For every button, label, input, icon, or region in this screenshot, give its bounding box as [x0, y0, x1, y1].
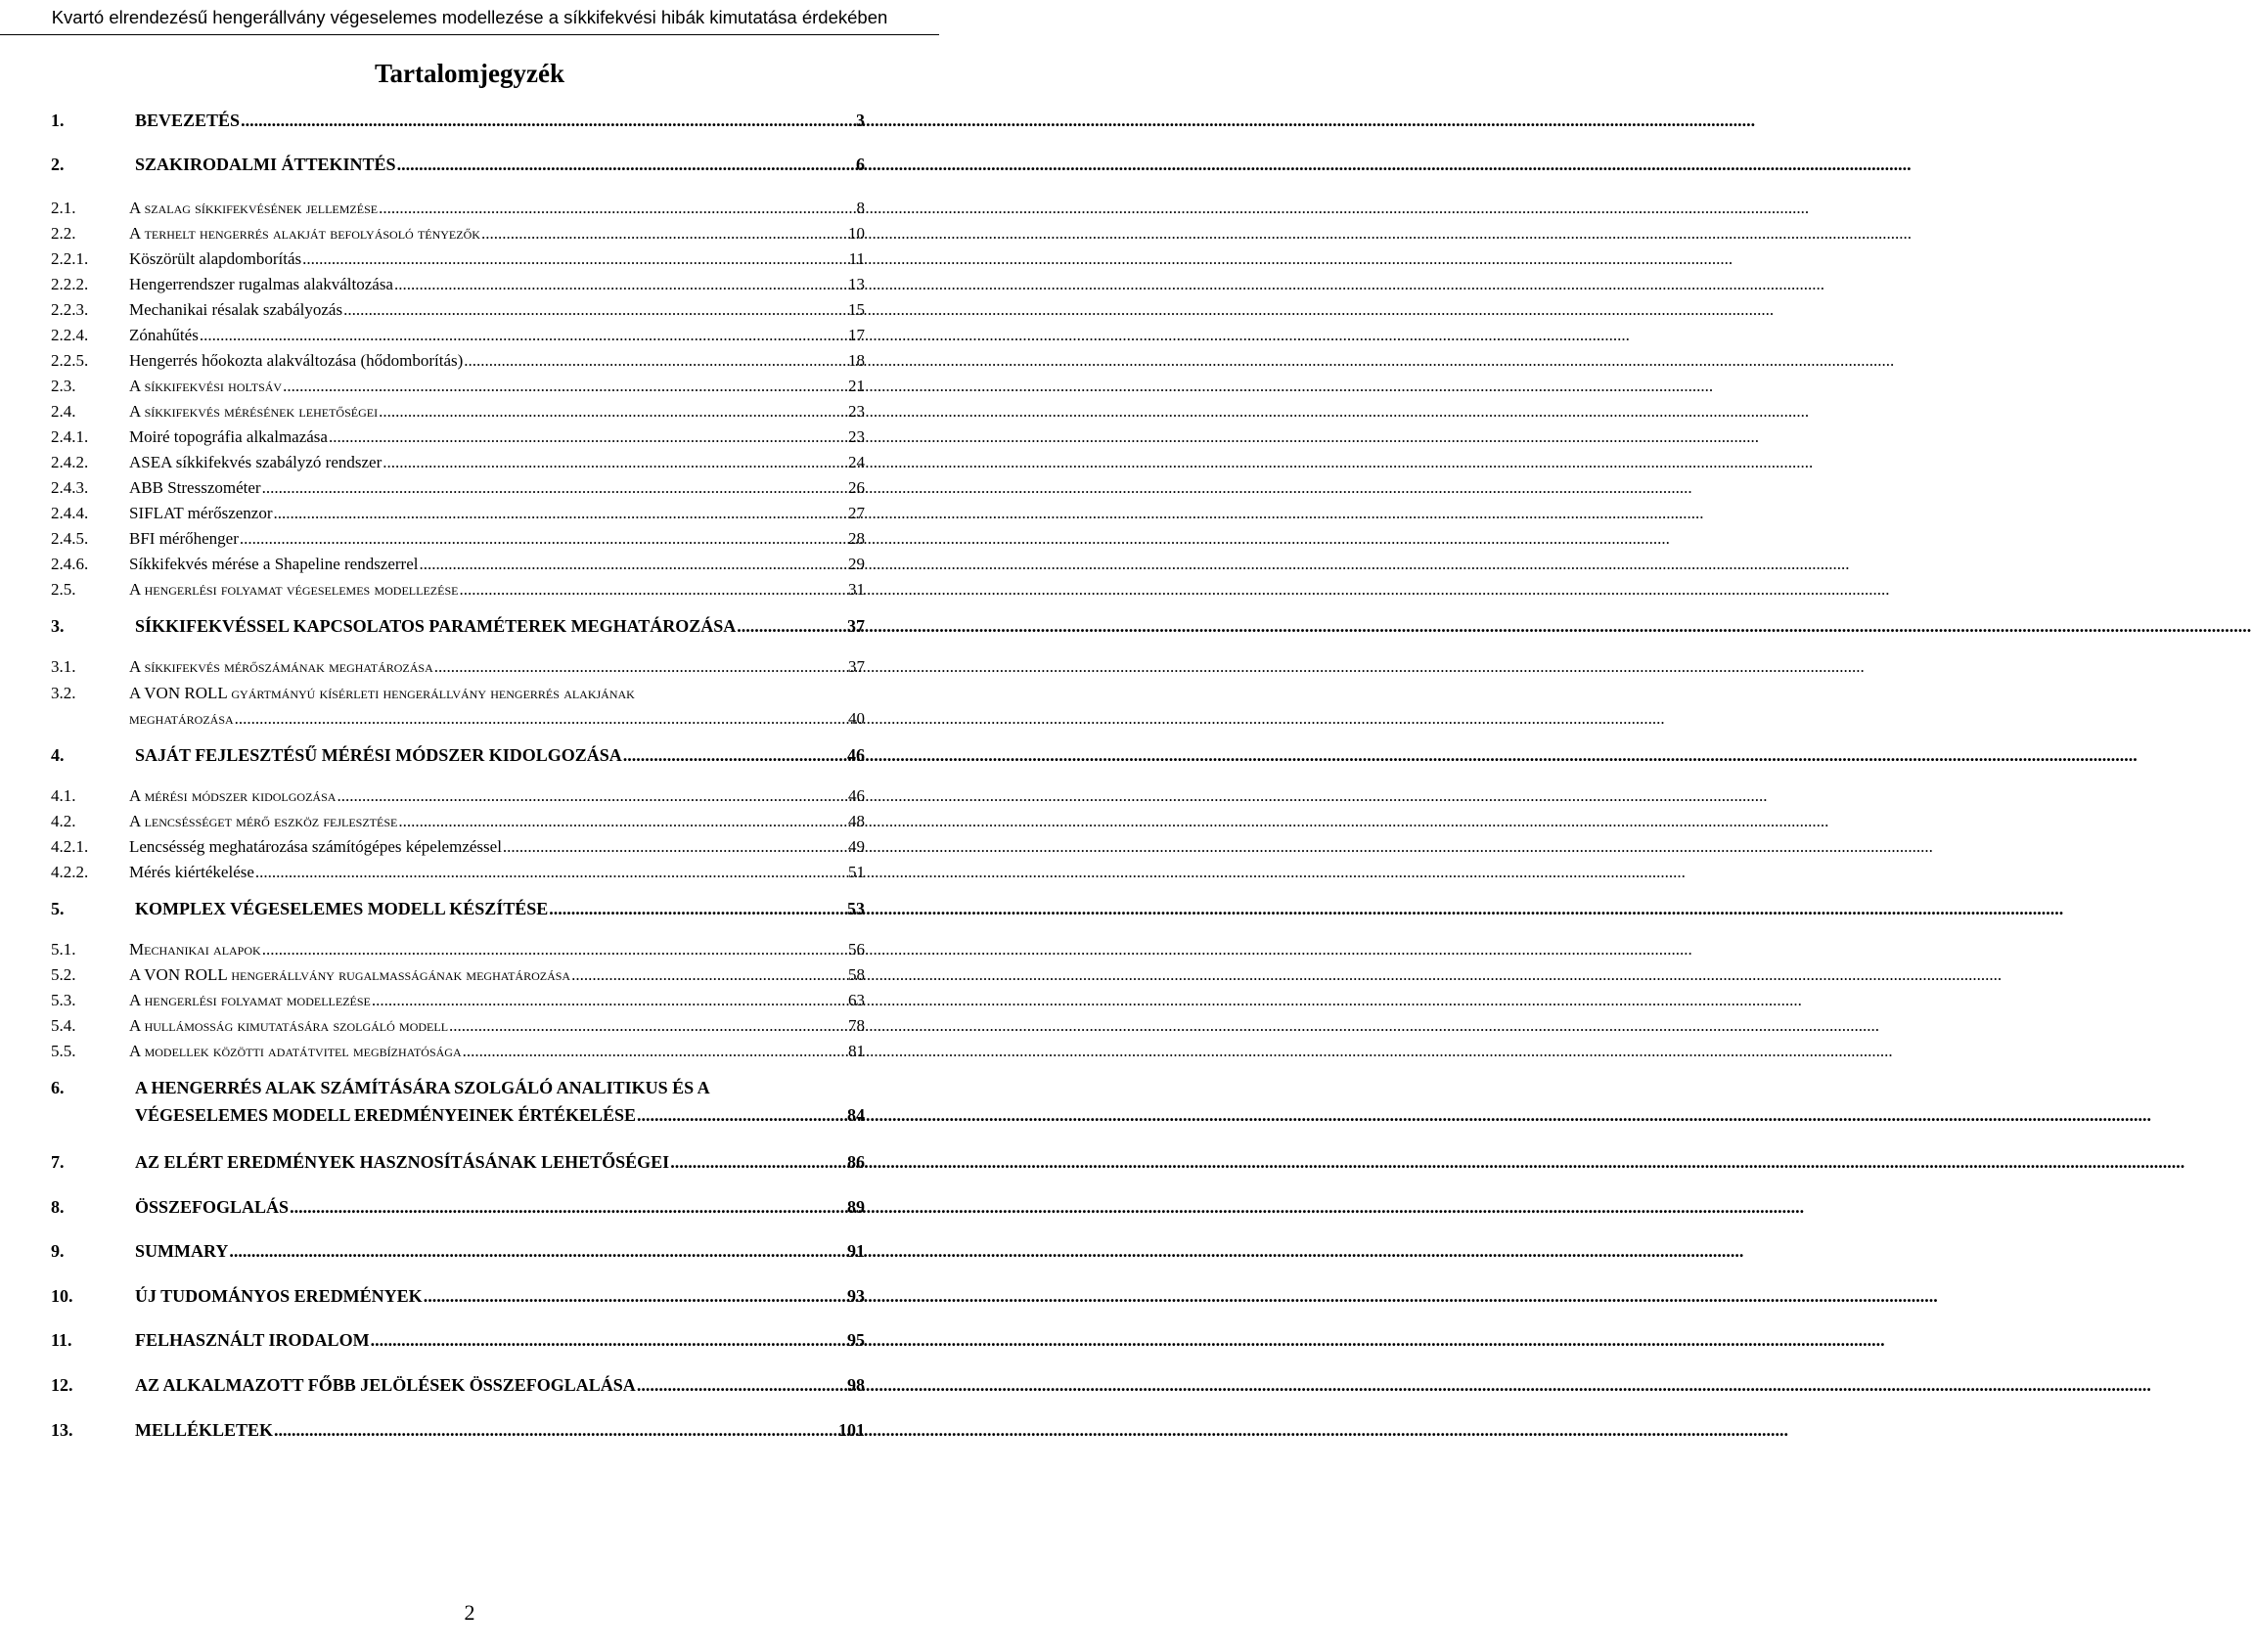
toc-leader	[200, 324, 847, 346]
toc-entry-page: 3	[856, 111, 865, 130]
toc-entry-page: 93	[847, 1286, 865, 1306]
toc-entry-number: 2.1.	[51, 199, 76, 217]
toc-entry-text: A síkkifekvés mérőszámának meghatározása	[129, 657, 433, 676]
toc-entry[interactable]	[51, 1151, 865, 1174]
toc-entry[interactable]	[51, 1014, 865, 1037]
toc-entry-number: 9.	[51, 1241, 65, 1261]
toc-entry-text: A szalag síkkifekvésének jellemzése	[129, 199, 379, 217]
toc-leader	[449, 1014, 847, 1037]
toc-entry-page: 21	[848, 377, 865, 395]
toc-entry[interactable]	[51, 349, 865, 372]
toc-entry-text: A síkkifekvés mérésének lehetőségei	[129, 402, 379, 421]
toc-entry[interactable]	[51, 1329, 865, 1352]
toc-leader	[571, 963, 847, 986]
toc-entry-text: Síkkifekvés mérése a Shapeline rendszerrel	[129, 555, 419, 573]
toc-entry[interactable]	[51, 578, 865, 601]
toc-entry-text: ASEA síkkifekvés szabályzó rendszer	[129, 453, 383, 471]
toc-leader	[420, 553, 848, 575]
toc-entry-page: 91	[847, 1241, 865, 1261]
toc-entry-number: 2.4.4.	[51, 504, 89, 522]
toc-entry[interactable]	[51, 989, 865, 1011]
toc-entry-text: BFI mérőhenger	[129, 529, 239, 548]
toc-entry-page: 49	[848, 837, 865, 856]
toc-leader	[463, 1040, 847, 1062]
toc-entry-text: VÉGESELEMES MODELL EREDMÉNYEINEK ÉRTÉKELÉSE	[135, 1105, 636, 1125]
toc-entry-page: 26	[848, 478, 865, 497]
toc-entry-page: 51	[848, 863, 865, 881]
toc-entry-number: 2.4.	[51, 402, 76, 421]
toc-leader	[241, 110, 855, 132]
toc-entry[interactable]	[51, 110, 865, 132]
toc-leader	[235, 707, 847, 730]
toc-entry-number: 3.	[51, 616, 65, 636]
toc-entry-number: 7.	[51, 1152, 65, 1172]
toc-entry-number: 1.	[51, 111, 65, 130]
toc-leader	[379, 197, 855, 219]
toc-entry-number: 5.	[51, 899, 65, 918]
toc-entry-text: MELLÉKLETEK	[135, 1420, 274, 1440]
toc-entry-text: Moiré topográfia alkalmazása	[129, 427, 328, 446]
toc-entry-page: 10	[848, 224, 865, 243]
toc-leader	[262, 476, 847, 499]
toc-entry[interactable]	[51, 1374, 865, 1397]
toc-entry-page: 31	[848, 580, 865, 599]
toc-entry-page: 56	[848, 940, 865, 959]
toc-title: Tartalomjegyzék	[375, 59, 564, 88]
toc-entry-page: 46	[848, 786, 865, 805]
toc-entry-number: 2.	[51, 155, 65, 174]
toc-entry-number: 2.2.2.	[51, 275, 89, 293]
toc-entry-page: 86	[847, 1152, 865, 1172]
toc-leader	[424, 1285, 846, 1308]
toc-leader	[302, 247, 848, 270]
toc-leader	[623, 744, 846, 767]
toc-entry-number: 4.2.	[51, 812, 76, 830]
toc-entry-number: 3.1.	[51, 657, 76, 676]
toc-entry-number: 6.	[51, 1078, 65, 1097]
toc-entry-text: A modellek közötti adatátvitel megbízhatósága	[129, 1042, 462, 1060]
toc-entry-page: 37	[848, 657, 865, 676]
toc-leader	[459, 578, 847, 601]
toc-entry-continuation[interactable]	[51, 1104, 865, 1127]
toc-entry[interactable]	[51, 861, 865, 883]
toc-entry-number: 2.2.5.	[51, 351, 89, 370]
toc-entry[interactable]	[51, 197, 865, 219]
toc-entry[interactable]	[51, 1077, 865, 1099]
toc-entry-text: SÍKKIFEKVÉSSEL KAPCSOLATOS PARAMÉTEREK MEGHATÁROZÁSA	[135, 616, 737, 636]
toc-entry-number: 5.2.	[51, 965, 76, 984]
toc-entry-page: 6	[856, 155, 865, 174]
toc-entry-text: A hengerlési folyamat modellezése	[129, 991, 371, 1009]
toc-leader	[343, 298, 847, 321]
toc-entry-page: 84	[847, 1105, 865, 1125]
toc-leader	[503, 835, 847, 858]
toc-entry-number: 2.2.	[51, 224, 76, 243]
toc-entry-page: 23	[848, 402, 865, 421]
toc-entry[interactable]	[51, 1240, 865, 1263]
toc-entry-text: KOMPLEX VÉGESELEMES MODELL KÉSZÍTÉSE	[135, 899, 549, 918]
toc-entry-page: 46	[847, 745, 865, 765]
toc-leader	[383, 451, 847, 473]
toc-leader	[240, 527, 847, 550]
toc-entry-number: 5.1.	[51, 940, 76, 959]
toc-entry-page: 98	[847, 1375, 865, 1395]
toc-entry-number: 4.2.1.	[51, 837, 89, 856]
toc-leader	[371, 1329, 846, 1352]
toc-entry-text: Mechanikai résalak szabályozás	[129, 300, 343, 319]
toc-entry-text: Hengerrendszer rugalmas alakváltozása	[129, 275, 393, 293]
toc-entry-page: 37	[847, 616, 865, 636]
toc-entry-text: FELHASZNÁLT IRODALOM	[135, 1330, 370, 1350]
toc-leader	[670, 1151, 846, 1174]
toc-leader	[274, 502, 847, 524]
toc-entry-page: 24	[848, 453, 865, 471]
toc-entry[interactable]	[51, 810, 865, 832]
toc-entry[interactable]	[51, 553, 865, 575]
toc-entry-number: 2.4.5.	[51, 529, 89, 548]
toc-entry-text: ÖSSZEFOGLALÁS	[135, 1197, 290, 1217]
toc-entry-text: SUMMARY	[135, 1241, 229, 1261]
toc-entry-text: A mérési módszer kidolgozása	[129, 786, 337, 805]
toc-entry[interactable]	[51, 898, 865, 920]
toc-entry[interactable]	[51, 527, 865, 550]
toc-entry-text: A HENGERRÉS ALAK SZÁMÍTÁSÁRA SZOLGÁLÓ ANALITIKUS ÉS A	[135, 1078, 710, 1097]
toc-entry-text: ABB Stresszométer	[129, 478, 261, 497]
toc-entry-number: 13.	[51, 1420, 73, 1440]
toc-entry-continuation[interactable]	[51, 707, 865, 730]
toc-entry[interactable]	[51, 615, 865, 638]
toc-entry-page: 89	[847, 1197, 865, 1217]
toc-leader	[372, 989, 847, 1011]
toc-entry-text: A hengerlési folyamat végeselemes modellezése	[129, 580, 459, 599]
toc-entry-text: SAJÁT FEJLESZTÉSŰ MÉRÉSI MÓDSZER KIDOLGOZÁSA	[135, 745, 622, 765]
toc-leader	[283, 375, 847, 397]
toc-entry-text: SZAKIRODALMI ÁTTEKINTÉS	[135, 155, 396, 174]
toc-entry-text: Hengerrés hőokozta alakváltozása (hődomborítás)	[129, 351, 464, 370]
toc-entry-text: A síkkifekvési holtsáv	[129, 377, 283, 395]
toc-entry[interactable]	[51, 502, 865, 524]
toc-entry[interactable]	[51, 1196, 865, 1219]
toc-entry-number: 2.4.6.	[51, 555, 89, 573]
toc-entry-number: 11.	[51, 1330, 72, 1350]
toc-entry-number: 2.4.1.	[51, 427, 89, 446]
toc-leader	[481, 222, 847, 245]
toc-entry[interactable]	[51, 324, 865, 346]
toc-entry-page: 18	[848, 351, 865, 370]
toc-entry-page: 8	[856, 199, 865, 217]
toc-entry[interactable]	[51, 1040, 865, 1062]
toc-leader	[549, 898, 846, 920]
toc-entry-number: 2.5.	[51, 580, 76, 599]
toc-entry-number: 5.5.	[51, 1042, 76, 1060]
toc-entry[interactable]	[51, 784, 865, 807]
toc-entry-text: A hullámosság kimutatására szolgáló modell	[129, 1016, 449, 1035]
toc-entry-number: 2.4.3.	[51, 478, 89, 497]
toc-leader	[337, 784, 847, 807]
toc-entry-number: 4.1.	[51, 786, 76, 805]
toc-entry-number: 2.3.	[51, 377, 76, 395]
toc-leader	[637, 1374, 846, 1397]
toc-entry-number: 8.	[51, 1197, 65, 1217]
toc-leader	[464, 349, 847, 372]
toc-entry-page: 81	[848, 1042, 865, 1060]
toc-leader	[394, 273, 847, 295]
toc-entry-page: 13	[848, 275, 865, 293]
toc-entry-page: 63	[848, 991, 865, 1009]
toc-entry-text: A terhelt hengerrés alakját befolyásoló tényezők	[129, 224, 480, 243]
toc-leader	[397, 154, 855, 176]
toc-entry[interactable]	[51, 154, 865, 176]
toc-entry[interactable]	[51, 744, 865, 767]
toc-entry-number: 10.	[51, 1286, 73, 1306]
toc-entry-number: 2.2.4.	[51, 326, 89, 344]
toc-entry-page: 53	[847, 899, 865, 918]
toc-entry[interactable]	[51, 655, 865, 678]
toc-leader	[290, 1196, 846, 1219]
toc-leader	[229, 1240, 846, 1263]
toc-entry[interactable]	[51, 835, 865, 858]
toc-entry-number: 2.4.2.	[51, 453, 89, 471]
toc-leader	[434, 655, 847, 678]
toc-entry-page: 95	[847, 1330, 865, 1350]
toc-entry-number: 12.	[51, 1375, 73, 1395]
toc-leader	[274, 1419, 837, 1442]
toc-entry-page: 15	[848, 300, 865, 319]
toc-entry-page: 28	[848, 529, 865, 548]
toc-entry-text: A lencsésséget mérő eszköz fejlesztése	[129, 812, 398, 830]
toc-entry-number: 2.2.3.	[51, 300, 89, 319]
toc-entry-number: 2.2.1.	[51, 249, 89, 268]
toc-leader	[255, 861, 847, 883]
toc-entry[interactable]	[51, 298, 865, 321]
toc-entry-text: AZ ELÉRT EREDMÉNYEK HASZNOSÍTÁSÁNAK LEHETŐSÉGEI	[135, 1152, 670, 1172]
toc-entry-number: 5.3.	[51, 991, 76, 1009]
toc-entry-text: BEVEZETÉS	[135, 111, 241, 130]
toc-entry-page: 23	[848, 427, 865, 446]
toc-entry-text: Zónahűtés	[129, 326, 199, 344]
toc-entry-text: meghatározása	[129, 709, 234, 728]
toc-entry-text: Mérés kiértékelése	[129, 863, 254, 881]
toc-entry[interactable]	[51, 247, 865, 270]
toc-entry[interactable]	[51, 1419, 865, 1442]
toc-entry[interactable]	[51, 425, 865, 448]
toc-entry-page: 58	[848, 965, 865, 984]
toc-entry-text: Mechanikai alapok	[129, 940, 261, 959]
toc-entry[interactable]	[51, 222, 865, 245]
toc-entry-page: 27	[848, 504, 865, 522]
toc-entry[interactable]	[51, 963, 865, 986]
running-header: Kvartó elrendezésű hengerállvány végeselemes modellezése a síkkifekvési hibák kimutatása érdekében	[0, 0, 939, 35]
page-number: 2	[464, 1600, 475, 1625]
toc-entry[interactable]	[51, 451, 865, 473]
toc-entry[interactable]	[51, 938, 865, 960]
toc-entry-page: 101	[838, 1420, 865, 1440]
toc-entry-text: Köszörült alapdomborítás	[129, 249, 302, 268]
toc-entry-page: 29	[848, 555, 865, 573]
toc-entry-page: 17	[848, 326, 865, 344]
toc-entry[interactable]	[51, 476, 865, 499]
toc-entry-page: 48	[848, 812, 865, 830]
toc-entry-page: 78	[848, 1016, 865, 1035]
toc-entry-text: Lencsésség meghatározása számítógépes képelemzéssel	[129, 837, 502, 856]
toc-entry-number: 4.2.2.	[51, 863, 89, 881]
toc-entry-text: AZ ALKALMAZOTT FŐBB JELÖLÉSEK ÖSSZEFOGLALÁSA	[135, 1375, 636, 1395]
toc-entry-number: 5.4.	[51, 1016, 76, 1035]
toc-entry[interactable]	[51, 1285, 865, 1308]
toc-entry-text: A VON ROLL hengerállvány rugalmasságának meghatározása	[129, 965, 571, 984]
toc-leader	[379, 400, 847, 423]
toc-leader	[262, 938, 847, 960]
toc-entry-text: SIFLAT mérőszenzor	[129, 504, 273, 522]
toc-entry-text: ÚJ TUDOMÁNYOS EREDMÉNYEK	[135, 1286, 423, 1306]
toc-entry-number: 4.	[51, 745, 65, 765]
toc-leader	[637, 1104, 846, 1127]
toc-entry-text: A VON ROLL gyártmányú kísérleti hengerállvány hengerrés alakjának	[129, 684, 635, 702]
toc-entry-number: 3.2.	[51, 684, 76, 702]
toc-leader	[737, 615, 846, 638]
toc-entry-page: 40	[848, 709, 865, 728]
toc-entry[interactable]	[51, 682, 865, 704]
toc-entry[interactable]	[51, 400, 865, 423]
toc-entry[interactable]	[51, 273, 865, 295]
toc-entry[interactable]	[51, 375, 865, 397]
toc-leader	[329, 425, 847, 448]
toc-leader	[398, 810, 847, 832]
toc-entry-page: 11	[848, 249, 865, 268]
